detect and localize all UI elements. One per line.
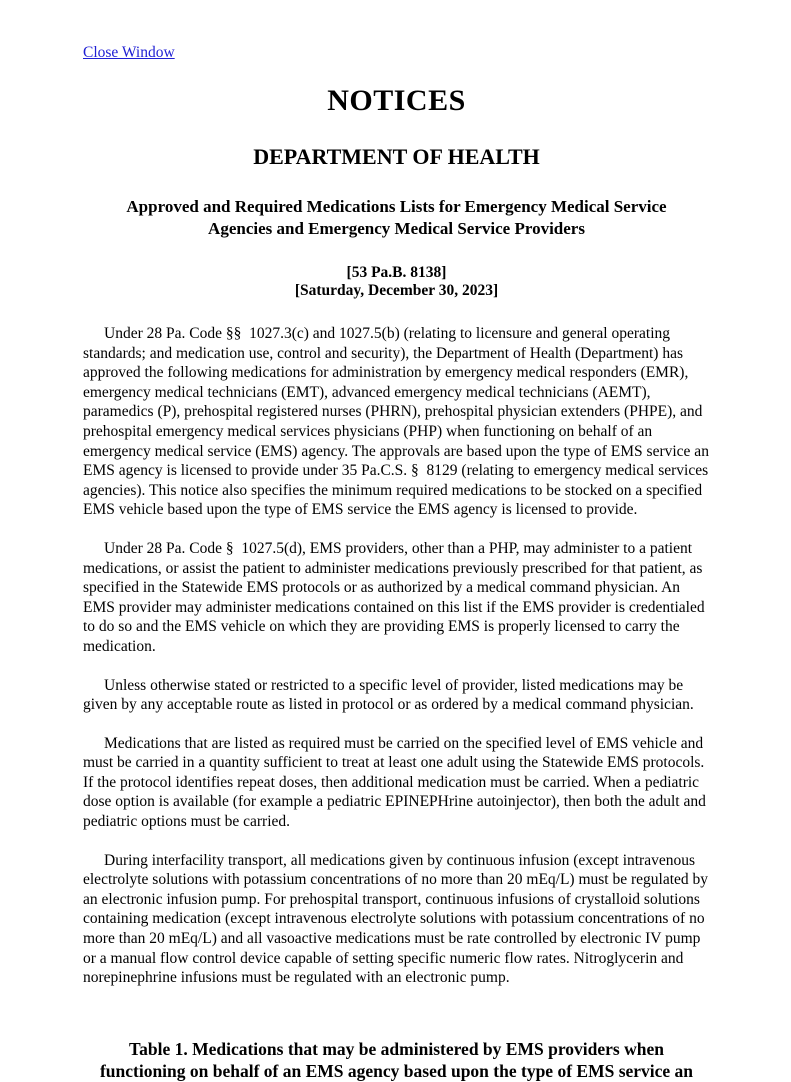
bulletin-date: [Saturday, December 30, 2023] xyxy=(294,282,499,299)
close-window-link[interactable]: Close Window xyxy=(83,44,175,61)
paragraph-infusion-rules: During interfacility transport, all medications given by continuous infusion (except intravenous electrolyte solutions with potassium concentrations of no more than 20 mEq/L) must be regulated by an electronic infusion pump. For prehospital transport, continuous infusions of crystalloid solutions containing medication (except intravenous electrolyte solutions with potassium concentrations of no more than 20 mEq/L) and all vasoactive medications must be rate controlled by electronic IV pump or a manual flow control device capable of setting specific numeric flow rates. Nitroglycerin and norepinephrine infusions must be regulated with an electronic pump. xyxy=(83,851,712,987)
document-title xyxy=(83,196,710,240)
paragraph-administration: Under 28 Pa. Code § 1027.5(d), EMS providers, other than a PHP, may administer to a patient medications, or assist the patient to administer medications previously prescribed for that patient, as specified in the Statewide EMS protocols or as authorized by a medical command physician. An EMS provider may administer medications contained on this list if the EMS provider is credentialed to do so and the EMS vehicle on which they are providing EMS is properly licensed to carry the medication. xyxy=(83,539,709,655)
paragraph-licensure: Under 28 Pa. Code §§ 1027.3(c) and 1027.5(b) (relating to licensure and general operating standards; and medication use, control and security), the Department of Health (Department) has approved the following medications for administration by emergency medical responders (EMR), emergency medical technicians (EMT), advanced emergency medical technicians (AEMT), paramedics (P), prehospital registered nurses (PHRN), prehospital physician extenders (PHPE), and prehospital emergency medical services physicians (PHP) when functioning on behalf of an emergency medical service (EMS) agency. The approvals are based upon the type of EMS service an EMS agency is licensed to provide under 35 Pa.C.S. § 8129 (relating to emergency medical services agencies). This notice also specifies the minimum required medications to be stocked on a specified EMS vehicle based upon the type of EMS service the EMS agency is licensed to provide. xyxy=(83,325,713,519)
table1-caption xyxy=(83,1038,710,1082)
notices-heading: NOTICES xyxy=(327,84,466,117)
department-heading: DEPARTMENT OF HEALTH xyxy=(253,144,540,169)
document-title-line2: Agencies and Emergency Medical Service Providers xyxy=(208,219,585,238)
table1-caption-line2: functioning on behalf of an EMS agency based upon the type of EMS service an xyxy=(99,1060,694,1081)
paragraph-routes: Unless otherwise stated or restricted to a specific level of provider, listed medications may be given by any acceptable route as listed in protocol or as ordered by a medical command physician. xyxy=(83,676,694,714)
bulletin-citation: [53 Pa.B. 8138] xyxy=(346,264,447,281)
table1-caption-line1: Table 1. Medications that may be administered by EMS providers when xyxy=(129,1038,664,1059)
notice-body xyxy=(83,324,713,988)
document-title-line1: Approved and Required Medications Lists for Emergency Medical Service xyxy=(126,197,667,216)
citation-block xyxy=(83,264,710,300)
paragraph-required-medications: Medications that are listed as required must be carried on the specified level of EMS vehicle and must be carried in a quantity sufficient to treat at least one adult using the Statewide EMS protocols. If the protocol identifies repeat doses, then additional medication must be carried. When a pediatric dose option is available (for example a pediatric EPINEPHrine autoinjector), then both the adult and pediatric options must be carried. xyxy=(83,734,710,831)
